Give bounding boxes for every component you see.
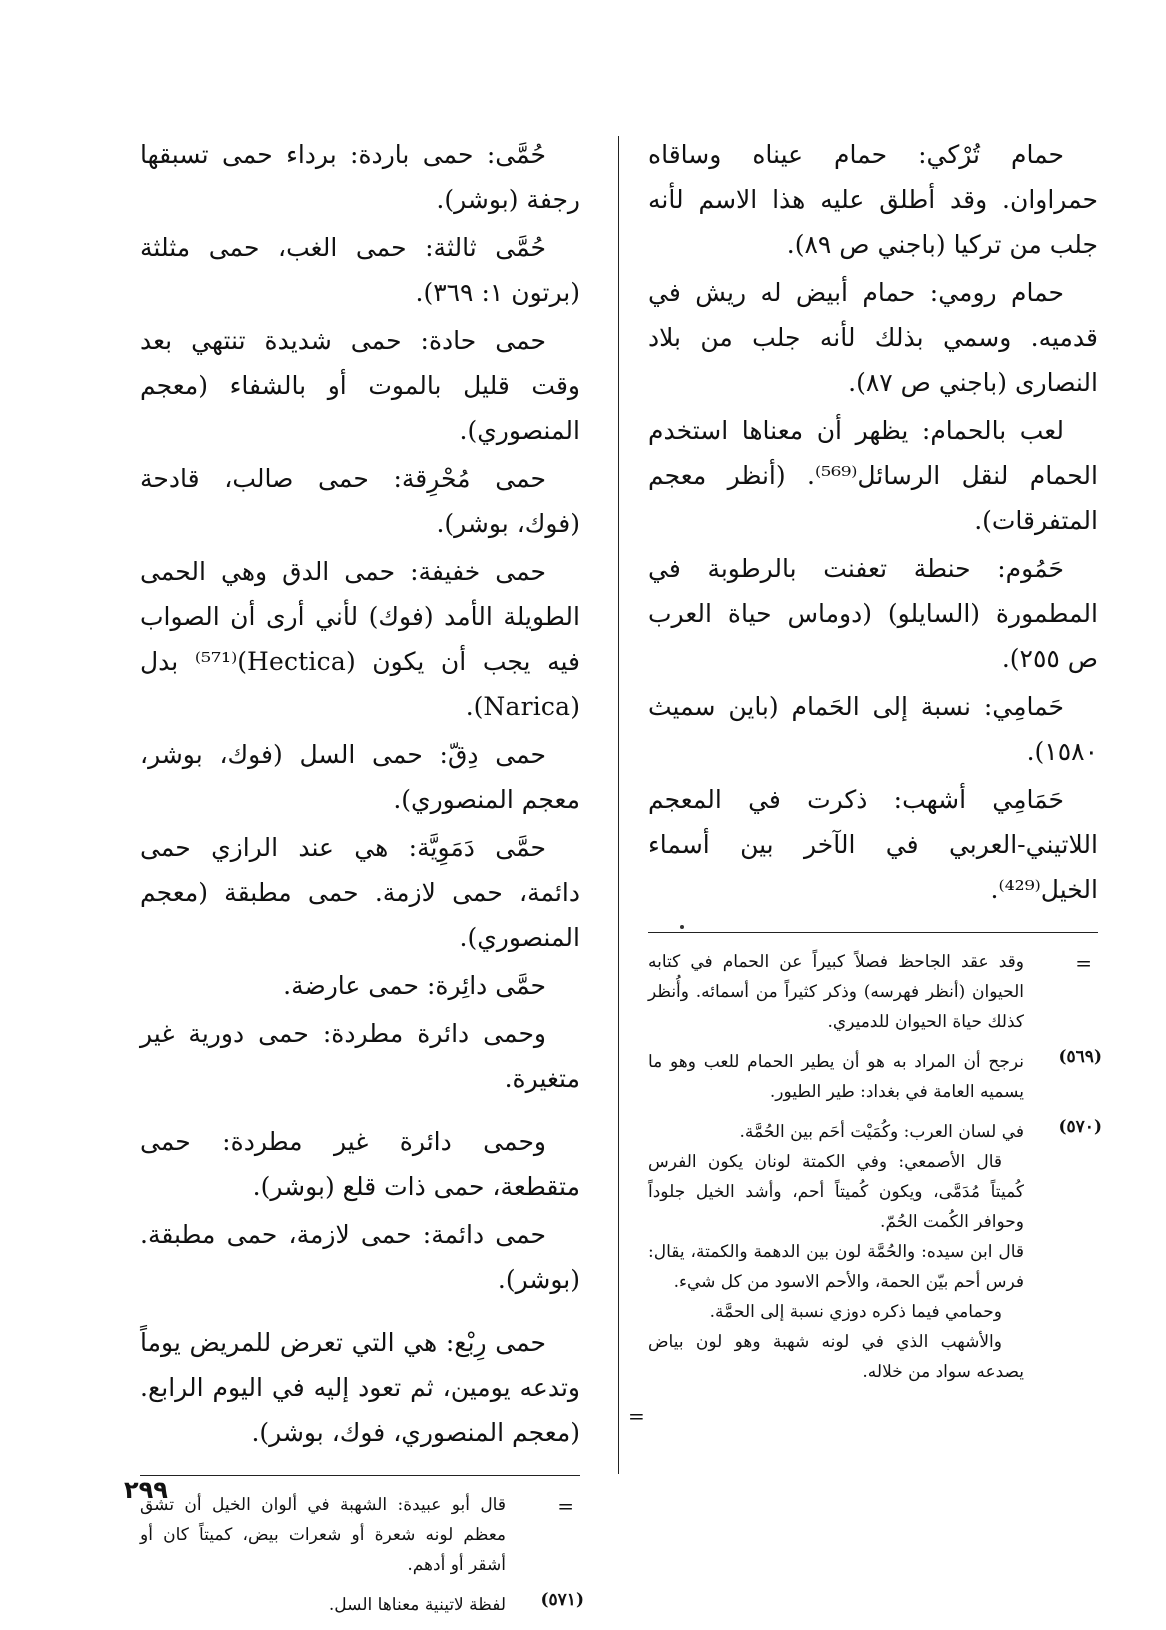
footnote-text: قال ابن سيده: والحُمَّة لون بين الدهمة والكمتة، يقال: فرس أحم بيّن الحمة، والأحم الاسود من كل شيء. — [648, 1242, 1024, 1292]
footnote — [648, 1047, 1102, 1107]
continuation-marker: = — [557, 1494, 574, 1518]
footnote-rule — [648, 932, 1098, 933]
entry: حمى رِبْع: هي التي تعرض للمريض يوماً وتدعه يومين، ثم تعود إليه في اليوم الرابع. (معجم المنصوري، فوك، بوشر). — [140, 1328, 580, 1447]
entry: حمى دِقّ: حمى السل (فوك، بوشر، معجم المنصوري). — [140, 740, 580, 814]
left-footnotes — [140, 1490, 584, 1620]
entry: حمى حادة: حمى شديدة تنتهي بعد وقت قليل بالموت أو بالشفاء (معجم المنصوري). — [140, 326, 580, 445]
footnote-text: وحمامي فيما ذكره دوزي نسبة إلى الحمَّة. — [709, 1302, 1002, 1322]
entry: حمى دائمة: حمى لازمة، حمى مطبقة. (بوشر). — [140, 1220, 580, 1294]
footnote-number: (٥٦٩) — [1058, 1047, 1102, 1067]
footnote-rule — [140, 1475, 580, 1476]
footnote-text: والأشهب الذي في لونه شهبة وهو لون بياض يصدعه سواد من خلاله. — [648, 1332, 1024, 1382]
footnote — [648, 1117, 1102, 1387]
footnote-text: لفظة لاتينية معناها السل. — [328, 1595, 506, 1615]
entry: حمَّى دَمَوِيَّة: هي عند الرازي حمى دائمة، حمى لازمة. حمى مطبقة (معجم المنصوري). — [140, 833, 580, 952]
footnote-text: في لسان العرب: وكُمَيْت أحَم بين الحُمَّة. — [739, 1122, 1024, 1142]
entry: حمى مُحْرِقة: حمى صالب، قادحة (فوك، بوشر). — [140, 464, 580, 538]
footnote-text: وقد عقد الجاحظ فصلاً كبيراً عن الحمام في كتابه الحيوان (أنظر فهرسه) وذكر كثيراً من أسمائه. وأُنظر كذلك حياة الحيوان للدميري. — [648, 952, 1024, 1032]
footnote — [648, 947, 1098, 1037]
entry: لعب بالحمام: يظهر أن معناها استخدم الحمام لنقل الرسائل⁽⁵⁶⁹⁾. (أنظر معجم المتفرقات). — [648, 416, 1098, 535]
entry: حُمَّى ثالثة: حمى الغب، حمى مثلثة (برتون ١: ٣٦٩). — [140, 233, 580, 307]
column-divider — [618, 136, 619, 1474]
entry: حمام رومي: حمام أبيض له ريش في قدميه. وسمي بذلك لأنه جلب من بلاد النصارى (باجني ص ٨٧). — [648, 278, 1098, 397]
footnote-text: قال الأصمعي: وفي الكمتة لونان يكون الفرس كُميتاً مُدَمَّى، ويكون كُميتاً أحم، وأشد الخيل جلوداً وحوافر الكُمت الحُمّ. — [648, 1152, 1024, 1232]
footnote — [140, 1590, 584, 1620]
entry: حَمَامِي أشهب: ذكرت في المعجم اللاتيني-العربي في الآخر بين أسماء الخيل⁽⁴²⁹⁾. — [648, 785, 1098, 904]
footnote-number: (٥٧٠) — [1058, 1117, 1102, 1137]
continuation-marker: = — [1075, 951, 1092, 975]
entry: حُمَّى: حمى باردة: برداء حمى تسبقها رجفة (بوشر). — [140, 140, 580, 214]
page-number: ٢٩٩ — [124, 1476, 168, 1504]
right-column — [648, 132, 1102, 1397]
entry: وحمى دائرة غير مطردة: حمى متقطعة، حمى ذات قلع (بوشر). — [140, 1127, 580, 1201]
left-column — [140, 132, 584, 1630]
entry: حمام تُرْكي: حمام عيناه وساقاه حمراوان. وقد أطلق عليه هذا الاسم لأنه جلب من تركيا (باجني ص ٨٩). — [648, 140, 1098, 259]
entry: وحمى دائرة مطردة: حمى دورية غير متغيرة. — [140, 1019, 580, 1093]
footnote-text: قال أبو عبيدة: الشهبة في ألوان الخيل أن تشق معظم لونه شعرة أو شعرات بيض، كميتاً كان أو أشقر أو أدهم. — [140, 1495, 506, 1575]
right-entries — [648, 132, 1098, 912]
footnote — [140, 1490, 580, 1580]
left-entries — [140, 132, 580, 1455]
entry: حَمُوم: حنطة تعفنت بالرطوبة في المطمورة (السايلو) (دوماس حياة العرب ص ٢٥٥). — [648, 554, 1098, 673]
entry: حَمامِي: نسبة إلى الحَمام (باين سميث ١٥٨٠). — [648, 692, 1098, 766]
entry: حمَّى دائِرة: حمى عارضة. — [283, 971, 546, 1000]
entry: حمى خفيفة: حمى الدق وهي الحمى الطويلة الأمد (فوك) لأني أرى أن الصواب فيه يجب أن يكون (Hectica)⁽⁵⁷¹⁾ بدل (Narica). — [140, 557, 580, 721]
ink-spot — [680, 925, 684, 929]
footnote-text: نرجح أن المراد به هو أن يطير الحمام للعب وهو ما يسميه العامة في بغداد: طير الطيور. — [648, 1052, 1024, 1102]
continuation-marker: = — [628, 1404, 645, 1428]
right-footnotes — [648, 947, 1102, 1387]
footnote-number: (٥٧١) — [540, 1590, 584, 1610]
